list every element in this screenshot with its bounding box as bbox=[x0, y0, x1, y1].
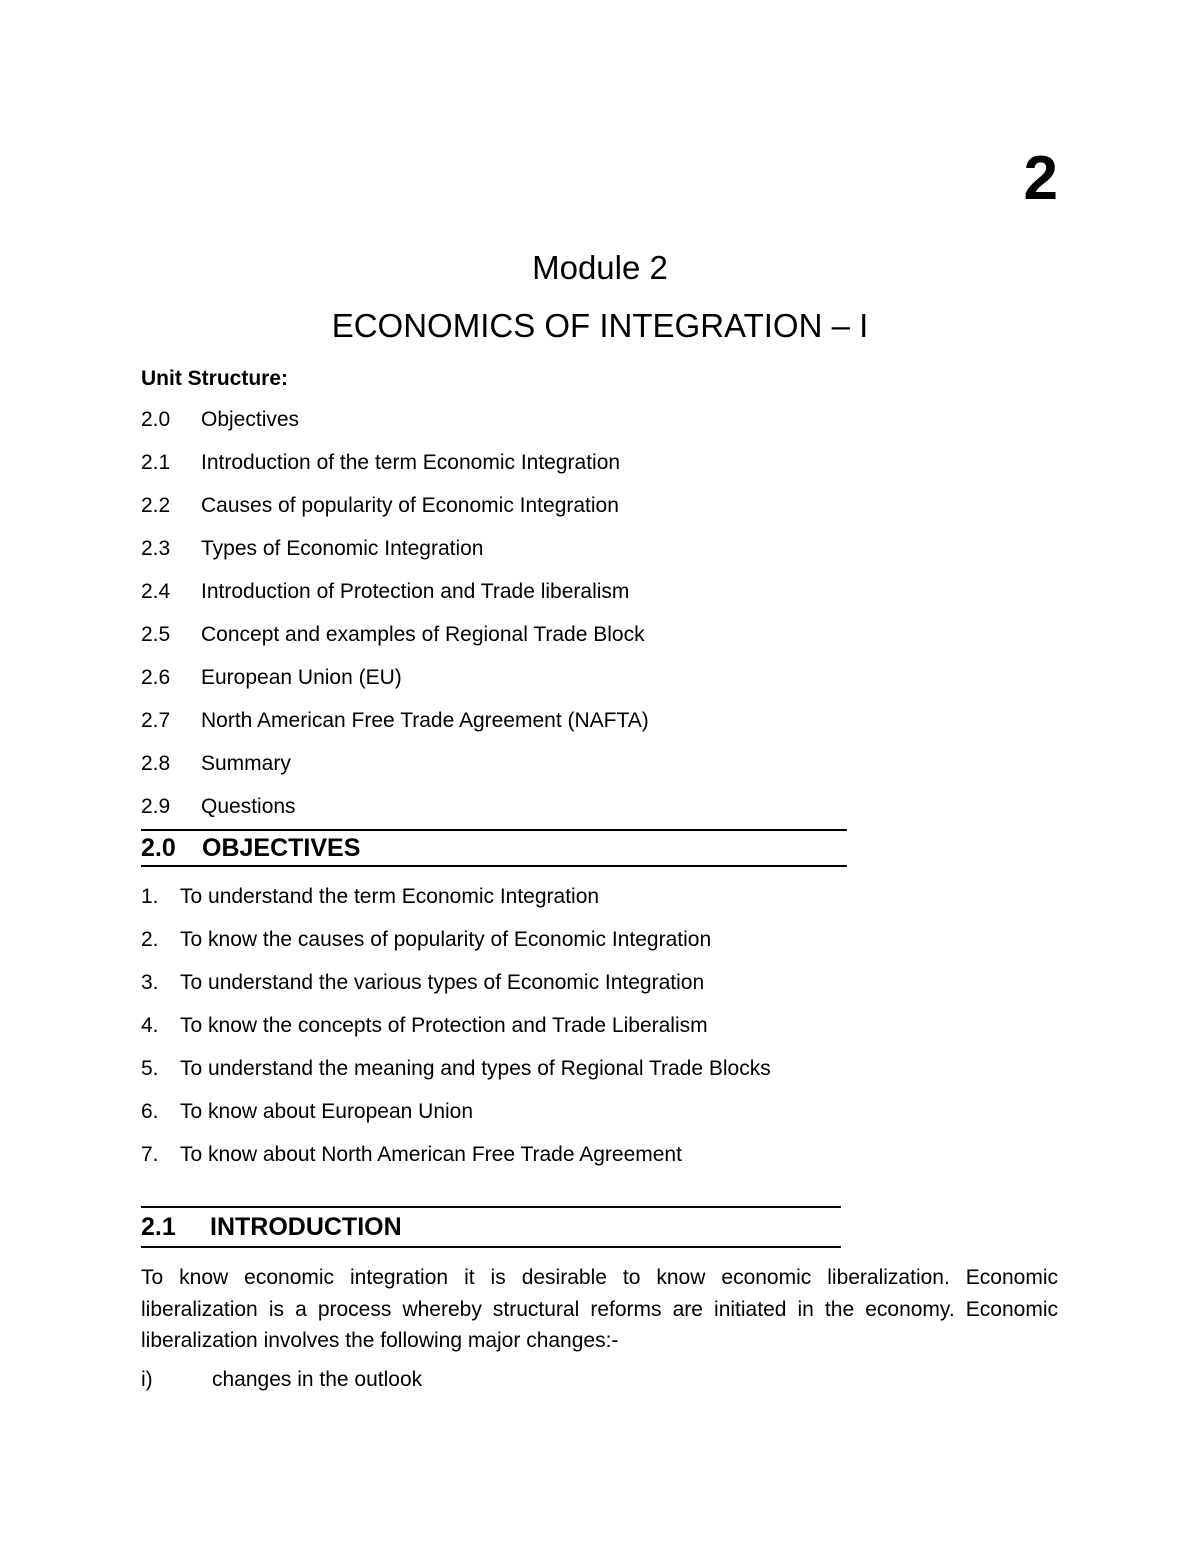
toc-item bbox=[141, 664, 649, 707]
objective-item bbox=[141, 883, 771, 926]
list-item-text: changes in the outlook bbox=[212, 1368, 423, 1391]
changes-list bbox=[141, 1366, 422, 1394]
objective-item bbox=[141, 1141, 771, 1184]
objective-item bbox=[141, 1055, 771, 1098]
list-item-marker: i) bbox=[141, 1368, 153, 1391]
list-item bbox=[141, 1366, 422, 1394]
objective-text: To understand the various types of Economic Integration bbox=[180, 971, 705, 994]
unit-structure-list bbox=[141, 406, 649, 836]
toc-item-label: European Union (EU) bbox=[201, 666, 402, 689]
objective-number: 6. bbox=[141, 1100, 159, 1123]
objective-text: To know the concepts of Protection and Trade Liberalism bbox=[180, 1014, 708, 1037]
section-title: INTRODUCTION bbox=[210, 1213, 402, 1241]
toc-item-number: 2.5 bbox=[141, 623, 171, 646]
objective-text: To know about North American Free Trade Agreement bbox=[180, 1143, 682, 1166]
toc-item bbox=[141, 707, 649, 750]
toc-item-label: Concept and examples of Regional Trade Block bbox=[201, 623, 645, 646]
toc-item-number: 2.8 bbox=[141, 752, 171, 775]
toc-item-number: 2.3 bbox=[141, 537, 171, 560]
toc-item-label: Types of Economic Integration bbox=[201, 537, 484, 560]
introduction-paragraph: To know economic integration it is desirable to know economic liberalization. Economic liberalization is a process whereby structural reforms are initiated in the economy. Economic liberalization involves the following major changes:- bbox=[141, 1266, 1058, 1352]
toc-item bbox=[141, 578, 649, 621]
toc-item-number: 2.4 bbox=[141, 580, 171, 603]
objective-text: To understand the meaning and types of Regional Trade Blocks bbox=[180, 1057, 771, 1080]
objective-number: 3. bbox=[141, 971, 159, 994]
toc-item bbox=[141, 750, 649, 793]
toc-item-number: 2.2 bbox=[141, 494, 171, 517]
chapter-number: 2 bbox=[1023, 144, 1058, 213]
objective-item bbox=[141, 926, 771, 969]
toc-item-number: 2.9 bbox=[141, 795, 171, 818]
toc-item-number: 2.7 bbox=[141, 709, 171, 732]
toc-item-number: 2.0 bbox=[141, 408, 171, 431]
objective-number: 4. bbox=[141, 1014, 159, 1037]
section-title: OBJECTIVES bbox=[202, 834, 361, 862]
toc-item-number: 2.6 bbox=[141, 666, 171, 689]
objective-number: 5. bbox=[141, 1057, 159, 1080]
page-title: ECONOMICS OF INTEGRATION – I bbox=[331, 307, 869, 344]
section-number: 2.1 bbox=[141, 1213, 176, 1241]
toc-item-label: Introduction of Protection and Trade liberalism bbox=[201, 580, 630, 603]
toc-item-label: North American Free Trade Agreement (NAFTA) bbox=[201, 709, 649, 732]
objectives-list bbox=[141, 883, 771, 1184]
objective-number: 2. bbox=[141, 928, 159, 951]
objective-text: To know the causes of popularity of Economic Integration bbox=[180, 928, 712, 951]
toc-item bbox=[141, 406, 649, 449]
introduction-section-heading bbox=[141, 1206, 841, 1248]
toc-item bbox=[141, 492, 649, 535]
toc-item bbox=[141, 535, 649, 578]
toc-item bbox=[141, 449, 649, 492]
objective-number: 1. bbox=[141, 885, 159, 908]
unit-structure-heading: Unit Structure: bbox=[141, 367, 288, 390]
toc-item bbox=[141, 621, 649, 664]
objective-text: To understand the term Economic Integration bbox=[180, 885, 600, 908]
objectives-section-heading bbox=[141, 829, 847, 867]
objective-item bbox=[141, 969, 771, 1012]
toc-item-number: 2.1 bbox=[141, 451, 171, 474]
toc-item-label: Summary bbox=[201, 752, 291, 775]
toc-item-label: Questions bbox=[201, 795, 296, 818]
toc-item-label: Objectives bbox=[201, 408, 300, 431]
section-number: 2.0 bbox=[141, 834, 176, 862]
module-title: Module 2 bbox=[532, 249, 668, 286]
toc-item-label: Introduction of the term Economic Integration bbox=[201, 451, 621, 474]
objective-text: To know about European Union bbox=[180, 1100, 474, 1123]
objective-item bbox=[141, 1012, 771, 1055]
objective-item bbox=[141, 1098, 771, 1141]
toc-item-label: Causes of popularity of Economic Integration bbox=[201, 494, 619, 517]
objective-number: 7. bbox=[141, 1143, 159, 1166]
